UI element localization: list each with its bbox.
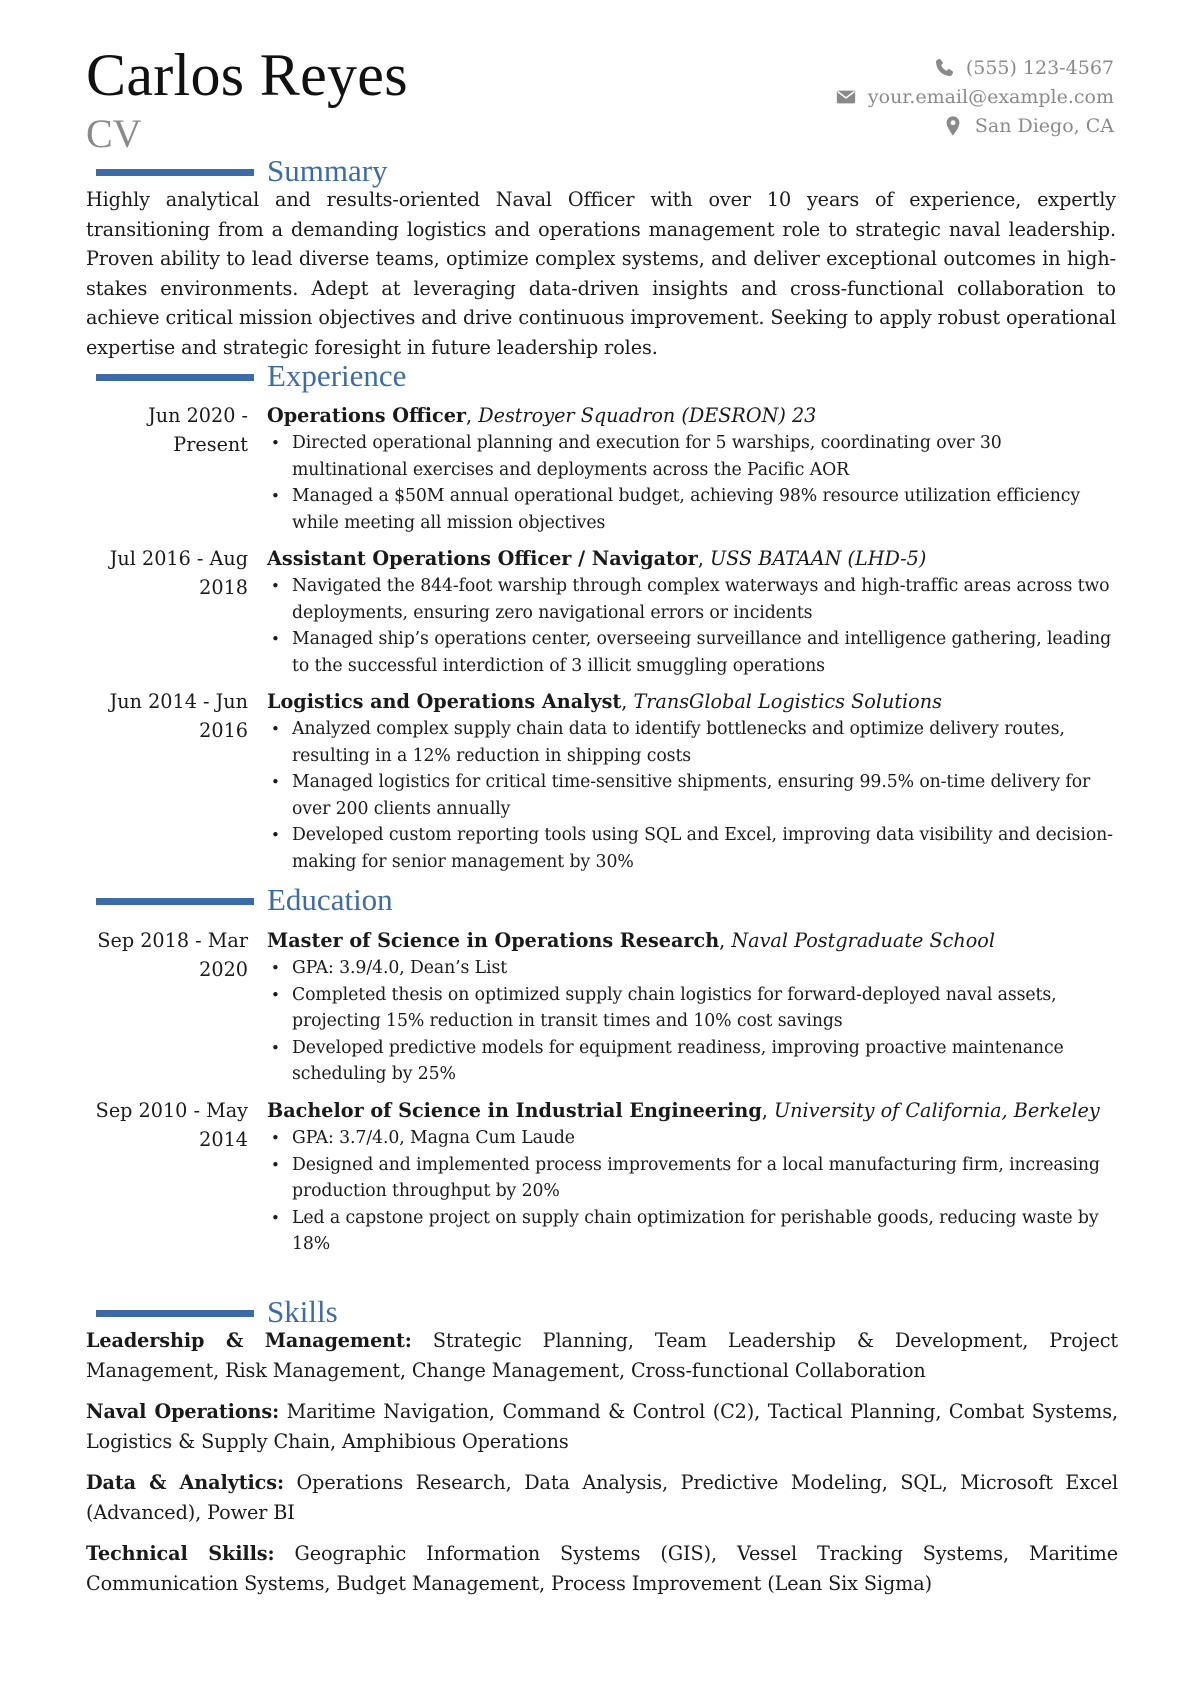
entry-role: Operations Officer (267, 404, 467, 427)
entry-role: Assistant Operations Officer / Navigator (267, 547, 698, 570)
skill-group-label: Data & Analytics: (86, 1471, 284, 1494)
skill-group (86, 1397, 1118, 1456)
entry-organization: TransGlobal Logistics Solutions (633, 690, 942, 713)
bullet-item: • Led a capstone project on supply chain optimization for perishable goods, reducing waste by 18% (267, 1205, 1119, 1258)
entry-heading: Master of Science in Operations Research, Naval Postgraduate School (267, 929, 995, 952)
skill-group-label: Leadership & Management: (86, 1329, 412, 1352)
bullet-item: • Developed custom reporting tools using SQL and Excel, improving data visibility and decision-making for senior management by 30% (267, 822, 1119, 875)
education-section-header (0, 882, 1190, 922)
entry-bullets (267, 716, 1119, 875)
entry-institution: Naval Postgraduate School (731, 929, 995, 952)
entry-bullets (267, 955, 1119, 1088)
entry-organization: USS BATAAN (LHD-5) (710, 547, 927, 570)
entry-date: Jun 2014 - Jun 2016 (109, 690, 248, 742)
bullet-item: • Designed and implemented process improvements for a local manufacturing firm, increasing production throughput by 20% (267, 1152, 1119, 1205)
entry-degree: Master of Science in Operations Research (267, 929, 720, 952)
entry-degree: Bachelor of Science in Industrial Engineering (267, 1099, 762, 1122)
candidate-name: Carlos Reyes (86, 42, 408, 108)
email-address: your.email@example.com (867, 85, 1114, 108)
experience-section-header (0, 358, 1190, 398)
contact-location (834, 111, 1114, 140)
envelope-icon (834, 86, 858, 108)
bullet-item: • Navigated the 844-foot warship through complex waterways and high-traffic areas across two deployments, ensuring zero navigational errors or incidents (267, 573, 1119, 626)
entry-institution: University of California, Berkeley (773, 1099, 1100, 1122)
phone-icon (932, 57, 956, 79)
education-title: Education (267, 882, 393, 917)
bullet-item: • Managed a $50M annual operational budget, achieving 98% resource utilization efficiency while meeting all mission objectives (267, 483, 1119, 536)
entry-role: Logistics and Operations Analyst (267, 690, 622, 713)
entry-date: Jun 2020 - Present (148, 404, 248, 456)
skills-title: Skills (267, 1294, 338, 1329)
section-accent-bar (96, 374, 254, 381)
entry-heading: Logistics and Operations Analyst, TransGlobal Logistics Solutions (267, 690, 942, 713)
entry-organization: Destroyer Squadron (DESRON) 23 (478, 404, 817, 427)
entry-date: Jul 2016 - Aug 2018 (109, 547, 248, 599)
bullet-item: • Completed thesis on optimized supply chain logistics for forward-deployed naval assets, projecting 15% reduction in transit times and 10% cost savings (267, 982, 1119, 1035)
entry-heading: Assistant Operations Officer / Navigator, USS BATAAN (LHD-5) (267, 547, 927, 570)
skill-group-label: Technical Skills: (86, 1542, 275, 1565)
bullet-item: • GPA: 3.9/4.0, Dean’s List (267, 955, 1119, 982)
location-text: San Diego, CA (974, 114, 1114, 137)
document-subtitle: CV (86, 111, 142, 156)
entry-date: Sep 2010 - May 2014 (95, 1099, 248, 1151)
entry-heading: Operations Officer, Destroyer Squadron (DESRON) 23 (267, 404, 817, 427)
bullet-item: • Directed operational planning and execution for 5 warships, coordinating over 30 multinational exercises and deployments across the Pacific AOR (267, 430, 1119, 483)
section-accent-bar (96, 1310, 254, 1317)
experience-title: Experience (267, 358, 407, 393)
map-pin-icon (941, 115, 965, 137)
skill-group-text: Strategic Planning, Team Leadership & Development, Project Management, Risk Management, Change Management, Cross-functional Collaboration (86, 1329, 1119, 1382)
contact-block (834, 53, 1114, 140)
bullet-item: • GPA: 3.7/4.0, Magna Cum Laude (267, 1125, 1119, 1152)
contact-email[interactable] (834, 82, 1114, 111)
summary-title: Summary (267, 153, 388, 188)
bullet-item: • Managed ship’s operations center, overseeing surveillance and intelligence gathering, leading to the successful interdiction of 3 illicit smuggling operations (267, 626, 1119, 679)
skill-group-text: Maritime Navigation, Command & Control (C2), Tactical Planning, Combat Systems, Logistics & Supply Chain, Amphibious Operations (86, 1400, 1119, 1453)
entry-bullets (267, 430, 1119, 536)
skills-list (86, 1326, 1118, 1610)
entry-date: Sep 2018 - Mar 2020 (97, 929, 248, 981)
skill-group-label: Naval Operations: (86, 1400, 280, 1423)
bullet-item: • Developed predictive models for equipment readiness, improving proactive maintenance scheduling by 25% (267, 1035, 1119, 1088)
entry-heading: Bachelor of Science in Industrial Engineering, University of California, Berkeley (267, 1099, 1100, 1122)
section-accent-bar (96, 169, 254, 176)
bullet-item: • Managed logistics for critical time-sensitive shipments, ensuring 99.5% on-time delivery for over 200 clients annually (267, 769, 1119, 822)
skill-group (86, 1539, 1118, 1598)
contact-phone[interactable] (834, 53, 1114, 82)
entry-bullets (267, 573, 1119, 679)
entry-bullets (267, 1125, 1119, 1258)
summary-text: Highly analytical and results-oriented Naval Officer with over 10 years of experience, expertly transitioning from a demanding logistics and operations management role to strategic naval leadership. Proven ability to lead diverse teams, optimize complex systems, and deliver exceptional outcomes in high-stakes environments. Adept at leveraging data-driven insights and cross-functional collaboration to achieve critical mission objectives and drive continuous improvement. Seeking to apply robust operational expertise and strategic foresight in future leadership roles. (86, 188, 1116, 359)
phone-number: (555) 123-4567 (965, 56, 1114, 79)
skill-group (86, 1326, 1118, 1385)
section-accent-bar (96, 898, 254, 905)
skill-group (86, 1468, 1118, 1527)
skill-group-text: Geographic Information Systems (GIS), Vessel Tracking Systems, Maritime Communication Systems, Budget Management, Process Improvement (Lean Six Sigma) (86, 1542, 1118, 1595)
skill-group-text: Operations Research, Data Analysis, Predictive Modeling, SQL, Microsoft Excel (Advanced), Power BI (86, 1471, 1118, 1524)
bullet-item: • Analyzed complex supply chain data to identify bottlenecks and optimize delivery routes, resulting in a 12% reduction in shipping costs (267, 716, 1119, 769)
